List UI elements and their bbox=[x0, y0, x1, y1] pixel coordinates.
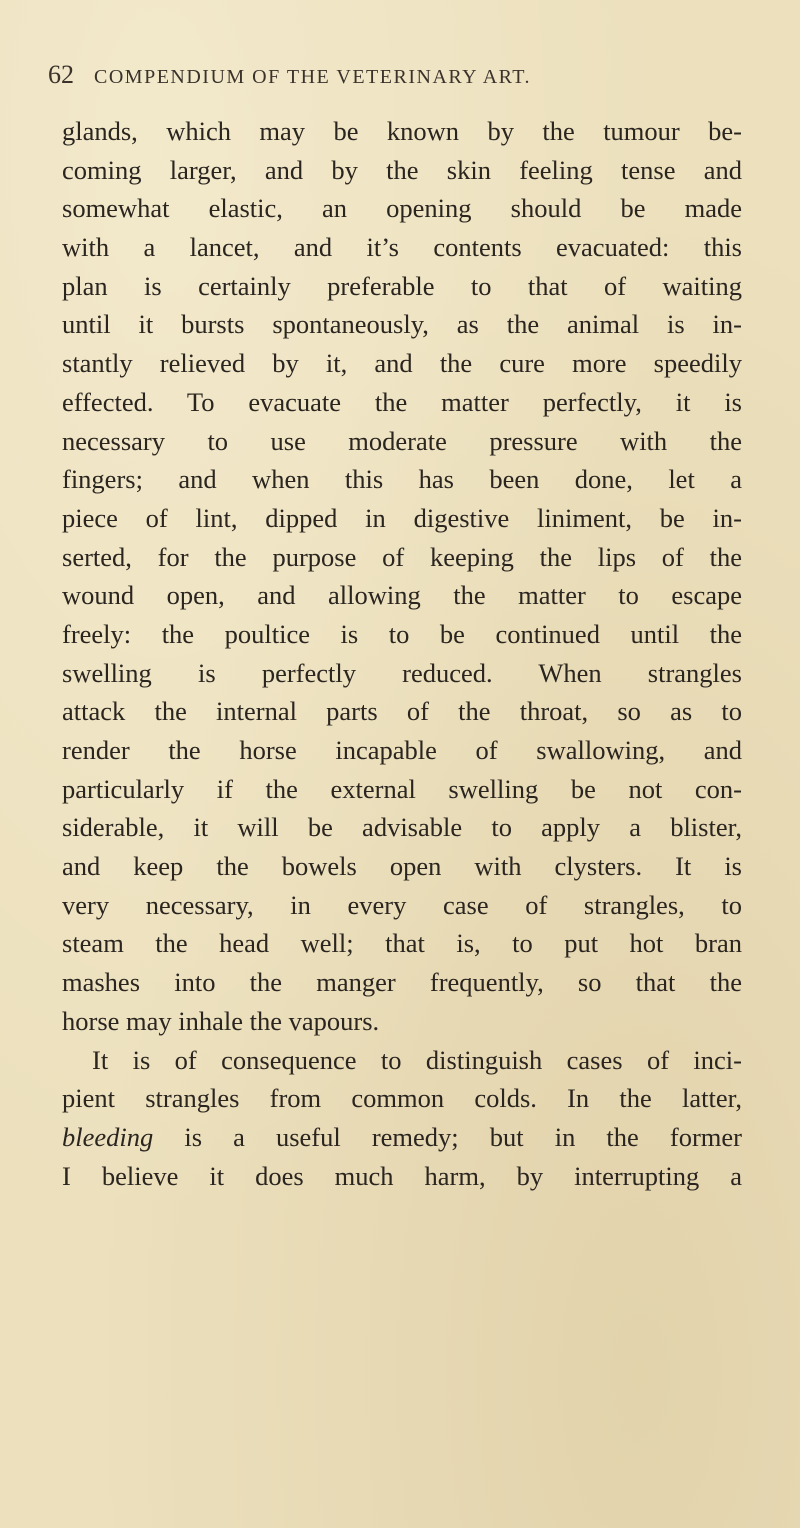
text-line: wound open, and allowing the matter to escape bbox=[62, 580, 742, 611]
text-line: with a lancet, and it’s contents evacuated: this bbox=[62, 232, 742, 263]
text-line: plan is certainly preferable to that of waiting bbox=[62, 270, 742, 301]
text-line: mashes into the manger frequently, so that the bbox=[62, 967, 742, 998]
text-line: effected. To evacuate the matter perfectly, it is bbox=[62, 386, 742, 417]
text-line: very necessary, in every case of strangles, to bbox=[62, 889, 742, 920]
paragraph-start-line: It is of consequence to distinguish cases of inci- bbox=[92, 1044, 742, 1075]
text-line: serted, for the purpose of keeping the lips of the bbox=[62, 541, 742, 572]
running-title: COMPENDIUM OF THE VETERINARY ART. bbox=[94, 66, 532, 88]
text-line: siderable, it will be advisable to apply a blister, bbox=[62, 812, 742, 843]
text-line: render the horse incapable of swallowing, and bbox=[62, 735, 742, 765]
text-line: piece of lint, dipped in digestive liniment, be in- bbox=[62, 502, 742, 533]
text-line: steam the head well; that is, to put hot bran bbox=[62, 928, 742, 959]
text-line: glands, which may be known by the tumour be- bbox=[62, 116, 742, 146]
text-line: horse may inhale the vapours. bbox=[62, 1005, 380, 1036]
text-line: pient strangles from common colds. In the latter, bbox=[62, 1083, 742, 1114]
text-line: coming larger, and by the skin feeling tense and bbox=[62, 154, 742, 185]
running-head bbox=[48, 60, 760, 100]
text-line: particularly if the external swelling be not con- bbox=[62, 773, 742, 804]
text-run: is a useful remedy; but in the former bbox=[153, 1121, 742, 1152]
text-line: freely: the poultice is to be continued until the bbox=[62, 618, 742, 649]
text-line: necessary to use moderate pressure with the bbox=[62, 425, 742, 456]
text-line: swelling is perfectly reduced. When strangles bbox=[62, 657, 742, 688]
page-number: 62 bbox=[48, 60, 74, 89]
text-line: I believe it does much harm, by interrupting a bbox=[62, 1160, 742, 1191]
italic-term: bleeding bbox=[62, 1121, 154, 1152]
text-line: fingers; and when this has been done, let a bbox=[62, 464, 742, 495]
text-line: and keep the bowels open with clysters. It is bbox=[62, 851, 742, 882]
text-line: attack the internal parts of the throat, so as to bbox=[62, 696, 742, 727]
text-line: until it bursts spontaneously, as the animal is in- bbox=[62, 309, 742, 340]
blank-page-area bbox=[0, 1010, 800, 1528]
text-line: stantly relieved by it, and the cure more speedily bbox=[62, 348, 742, 379]
text-line: somewhat elastic, an opening should be made bbox=[62, 193, 742, 224]
